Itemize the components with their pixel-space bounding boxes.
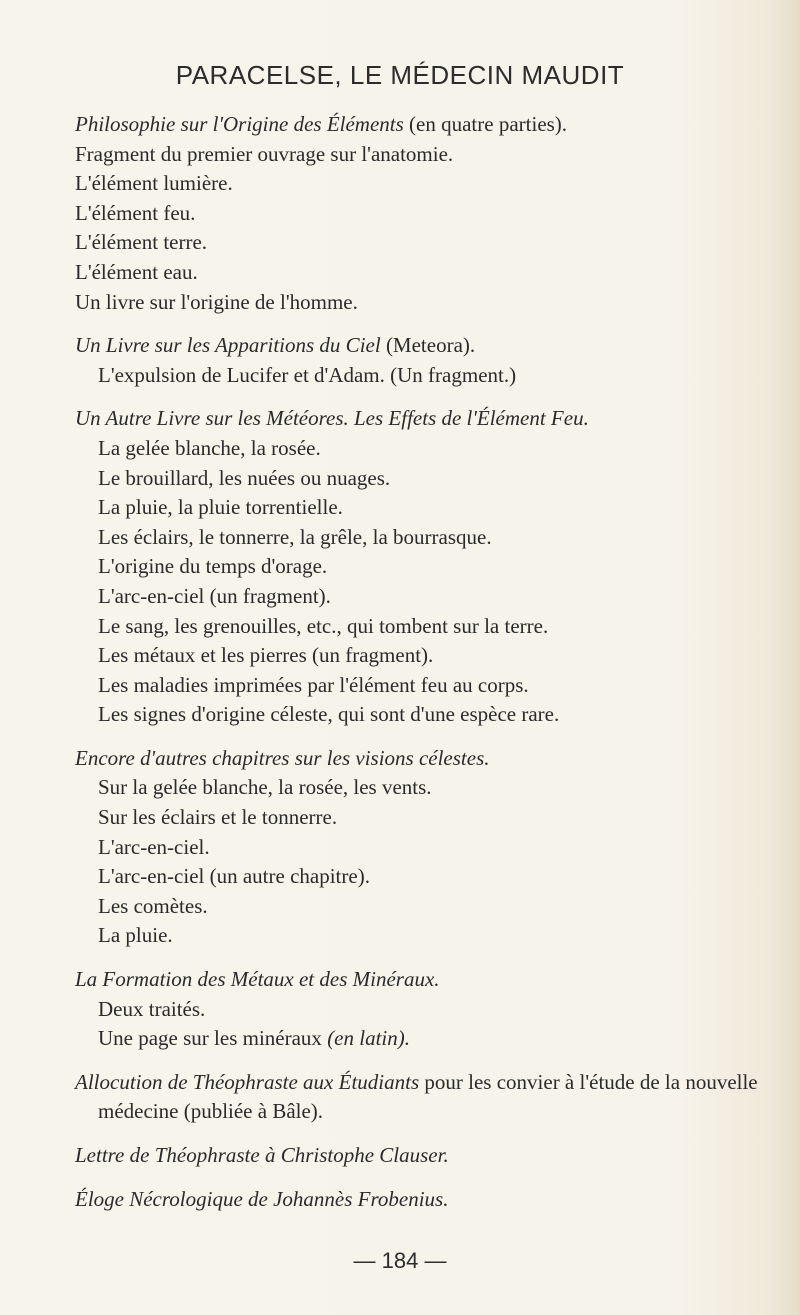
list-item: L'élément terre. (75, 230, 208, 255)
section-title-rest: pour les convier à l'étude de la nouvelle médecine (publiée à Bâle). (98, 1069, 758, 1124)
section-items (75, 361, 775, 391)
section-title (75, 404, 775, 434)
list-item: L'arc-en-ciel. (98, 834, 210, 859)
section-title (75, 1185, 775, 1215)
section-visions-celestes (75, 744, 775, 951)
section-allocution (75, 1068, 775, 1127)
section-apparitions (75, 331, 775, 390)
list-item: La pluie. (98, 923, 173, 948)
section-items (75, 773, 775, 951)
section-metaux-mineraux (75, 965, 775, 1054)
list-item: La gelée blanche, la rosée. (98, 435, 321, 460)
list-item: Les comètes. (98, 893, 208, 918)
section-items (75, 434, 775, 730)
section-title (75, 1141, 775, 1171)
section-title (75, 1068, 775, 1127)
section-title (75, 744, 775, 774)
section-title-rest: (en quatre parties). (403, 112, 568, 136)
list-item: L'élément lumière. (75, 171, 233, 196)
list-item: Fragment du premier ouvrage sur l'anatomie. (75, 141, 454, 166)
section-meteores (75, 404, 775, 730)
list-item: La pluie, la pluie torrentielle. (98, 495, 343, 520)
list-item: Les éclairs, le tonnerre, la grêle, la bourrasque. (98, 524, 492, 549)
section-title-italic: La Formation des Métaux et des Minéraux. (75, 967, 440, 992)
list-item: L'élément eau. (75, 259, 198, 284)
list-item: Les maladies imprimées par l'élément feu au corps. (98, 672, 529, 697)
section-items (75, 140, 775, 318)
running-title: PARACELSE, LE MÉDECIN MAUDIT (175, 60, 625, 90)
section-title-italic: Philosophie sur l'Origine des Éléments (75, 112, 404, 136)
section-title-italic: Allocution de Théophraste aux Étudiants (75, 1069, 420, 1094)
list-item-text: Une page sur les minéraux (98, 1026, 328, 1051)
section-items (75, 995, 775, 1054)
list-item: Les signes d'origine céleste, qui sont d'une espèce rare. (98, 702, 560, 727)
list-item: Sur la gelée blanche, la rosée, les vents. (98, 775, 432, 800)
section-title (75, 110, 775, 140)
chapter-list (75, 110, 775, 1228)
section-title-italic: Un Autre Livre sur les Météores. Les Effets de l'Élément Feu. (75, 406, 589, 431)
section-title (75, 331, 775, 361)
list-item (75, 1024, 775, 1054)
section-title-italic: Éloge Nécrologique de Johannès Frobenius. (75, 1186, 449, 1211)
list-item: Les métaux et les pierres (un fragment). (98, 643, 434, 668)
section-philosophie (75, 110, 775, 317)
list-item: Le brouillard, les nuées ou nuages. (98, 465, 391, 490)
list-item: L'origine du temps d'orage. (98, 554, 328, 579)
list-item: Le sang, les grenouilles, etc., qui tombent sur la terre. (98, 613, 549, 638)
section-title-italic: Encore d'autres chapitres sur les visions célestes. (75, 745, 490, 770)
list-item: L'expulsion de Lucifer et d'Adam. (Un fragment.) (98, 362, 517, 387)
section-title-italic: Un Livre sur les Apparitions du Ciel (75, 333, 381, 358)
section-lettre (75, 1141, 775, 1171)
section-title (75, 965, 775, 995)
list-item: Un livre sur l'origine de l'homme. (75, 289, 358, 314)
list-item: L'arc-en-ciel (un autre chapitre). (98, 864, 370, 889)
section-eloge (75, 1185, 775, 1215)
list-item-italic: (en latin). (327, 1026, 410, 1051)
page-number: — 184 — (353, 1248, 447, 1273)
list-item: L'élément feu. (75, 200, 196, 225)
list-item: L'arc-en-ciel (un fragment). (98, 583, 331, 608)
section-title-rest: (Meteora). (380, 333, 476, 358)
list-item: Sur les éclairs et le tonnerre. (98, 805, 338, 830)
list-item: Deux traités. (98, 996, 206, 1021)
section-title-italic: Lettre de Théophraste à Christophe Clauser. (75, 1143, 449, 1167)
